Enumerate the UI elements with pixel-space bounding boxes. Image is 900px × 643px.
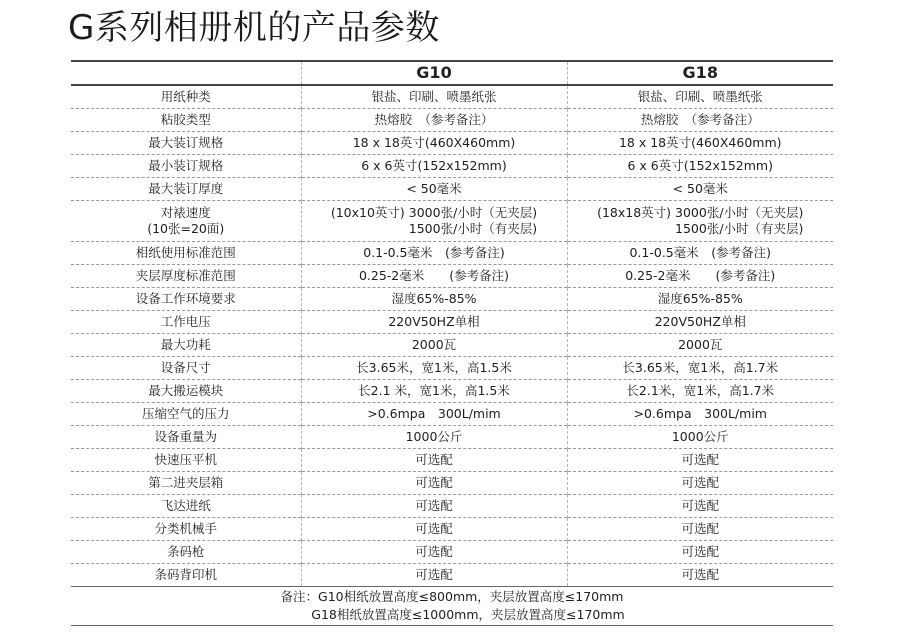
param-name-cell: 设备尺寸	[71, 357, 301, 380]
param-name-cell: 条码背印机	[71, 564, 301, 587]
table-header-row	[71, 61, 833, 85]
page-title: G系列相册机的产品参数	[68, 8, 440, 48]
param-value-g18-cell: 可选配	[567, 518, 833, 541]
param-value-g10-cell: 可选配	[301, 564, 567, 587]
param-name-cell: 最大搬运模块	[71, 380, 301, 403]
param-value-g18-cell: 长3.65米，宽1米，高1.7米	[567, 357, 833, 380]
param-name-cell: 最大装订厚度	[71, 178, 301, 201]
note-line-2: G18相纸放置高度≤1000mm，夹层放置高度≤170mm	[311, 607, 625, 622]
param-name-cell: 分类机械手	[71, 518, 301, 541]
param-value-g18-cell: < 50毫米	[567, 178, 833, 201]
column-header-param	[71, 61, 301, 85]
param-value-line: (10x10英寸) 3000张/小时（无夹层)	[330, 205, 538, 220]
param-name-cell: 设备工作环境要求	[71, 288, 301, 311]
param-value-g18-cell: 可选配	[567, 449, 833, 472]
param-value-g10-cell: < 50毫米	[301, 178, 567, 201]
table-row	[71, 564, 833, 587]
param-value-g18-cell	[567, 201, 833, 242]
param-value-g10-cell: 0.25-2毫米 (参考备注)	[301, 265, 567, 288]
param-value-g18-cell: 湿度65%-85%	[567, 288, 833, 311]
param-value-g10-cell: >0.6mpa 300L/mim	[301, 403, 567, 426]
param-value-g18-cell: 长2.1米，宽1米，高1.7米	[567, 380, 833, 403]
param-value-g10-cell: 可选配	[301, 518, 567, 541]
param-value-line: (18x18英寸) 3000张/小时（无夹层)	[597, 205, 804, 220]
table-row	[71, 357, 833, 380]
spec-table	[71, 60, 833, 626]
param-value-g18-cell: 银盐、印刷、喷墨纸张	[567, 85, 833, 109]
table-row	[71, 201, 833, 242]
param-value-line: 1500张/小时（有夹层)	[408, 221, 538, 236]
param-value-g10-cell: 6 x 6英寸(152x152mm)	[301, 155, 567, 178]
param-name-cell: 工作电压	[71, 311, 301, 334]
param-name-cell: 设备重量为	[71, 426, 301, 449]
param-name-cell: 最大功耗	[71, 334, 301, 357]
param-value-g10-cell: 长2.1 米，宽1米，高1.5米	[301, 380, 567, 403]
column-header-g18: G18	[567, 61, 833, 85]
param-name-cell: 快速压平机	[71, 449, 301, 472]
table-row	[71, 541, 833, 564]
param-value-g10-cell: 可选配	[301, 449, 567, 472]
param-value-g18-cell: 可选配	[567, 495, 833, 518]
param-name-cell: 用纸种类	[71, 85, 301, 109]
param-value-g10-cell: 湿度65%-85%	[301, 288, 567, 311]
param-value-line: 1500张/小时（有夹层)	[675, 221, 804, 236]
table-row	[71, 380, 833, 403]
table-row	[71, 472, 833, 495]
param-value-g18-cell: 1000公斤	[567, 426, 833, 449]
param-value-g18-cell: 热熔胶 （参考备注）	[567, 109, 833, 132]
param-value-g10-cell: 1000公斤	[301, 426, 567, 449]
param-value-g10-cell: 可选配	[301, 472, 567, 495]
param-value-g18-cell: 0.25-2毫米 (参考备注)	[567, 265, 833, 288]
table-row	[71, 495, 833, 518]
table-row	[71, 518, 833, 541]
param-value-g10-cell: 热熔胶 （参考备注）	[301, 109, 567, 132]
param-value-g10-cell: 长3.65米，宽1米，高1.5米	[301, 357, 567, 380]
param-value-g10-cell: 0.1-0.5毫米 (参考备注)	[301, 242, 567, 265]
table-row	[71, 449, 833, 472]
notes	[71, 587, 833, 626]
param-value-g10-cell: 220V50HZ单相	[301, 311, 567, 334]
param-name-cell: 压缩空气的压力	[71, 403, 301, 426]
param-name-cell: 最小装订规格	[71, 155, 301, 178]
table-row	[71, 242, 833, 265]
table-row	[71, 403, 833, 426]
table-row	[71, 311, 833, 334]
column-header-g10: G10	[301, 61, 567, 85]
param-name-cell: 相纸使用标准范围	[71, 242, 301, 265]
param-name-cell: 粘胶类型	[71, 109, 301, 132]
param-value-g18-cell: 可选配	[567, 541, 833, 564]
table-row	[71, 132, 833, 155]
param-value-g18-cell: 可选配	[567, 564, 833, 587]
table-row	[71, 426, 833, 449]
param-value-g18-cell: 220V50HZ单相	[567, 311, 833, 334]
note-line-1: 备注：G10相纸放置高度≤800mm，夹层放置高度≤170mm	[280, 589, 624, 604]
table-row	[71, 265, 833, 288]
table-row	[71, 288, 833, 311]
param-value-g18-cell: 0.1-0.5毫米 (参考备注)	[567, 242, 833, 265]
param-name-line: 对裱速度	[160, 205, 211, 220]
table-row	[71, 155, 833, 178]
param-name-cell: 飞达进纸	[71, 495, 301, 518]
table-row	[71, 85, 833, 109]
param-value-g10-cell: 银盐、印刷、喷墨纸张	[301, 85, 567, 109]
param-name-cell: 最大装订规格	[71, 132, 301, 155]
param-value-g10-cell: 可选配	[301, 495, 567, 518]
param-value-g18-cell: 6 x 6英寸(152x152mm)	[567, 155, 833, 178]
param-value-g10-cell: 2000瓦	[301, 334, 567, 357]
param-name-cell: 第二进夹层箱	[71, 472, 301, 495]
table-row	[71, 178, 833, 201]
param-name-cell	[71, 201, 301, 242]
table-row	[71, 109, 833, 132]
param-value-g18-cell: 可选配	[567, 472, 833, 495]
param-value-g18-cell: 18 x 18英寸(460X460mm)	[567, 132, 833, 155]
param-value-g10-cell: 可选配	[301, 541, 567, 564]
param-value-g10-cell	[301, 201, 567, 242]
param-value-g10-cell: 18 x 18英寸(460X460mm)	[301, 132, 567, 155]
param-value-g18-cell: 2000瓦	[567, 334, 833, 357]
table-row	[71, 334, 833, 357]
param-name-cell: 条码枪	[71, 541, 301, 564]
param-value-g18-cell: >0.6mpa 300L/mim	[567, 403, 833, 426]
param-name-line: (10张=20面)	[147, 221, 225, 236]
param-name-cell: 夹层厚度标准范围	[71, 265, 301, 288]
